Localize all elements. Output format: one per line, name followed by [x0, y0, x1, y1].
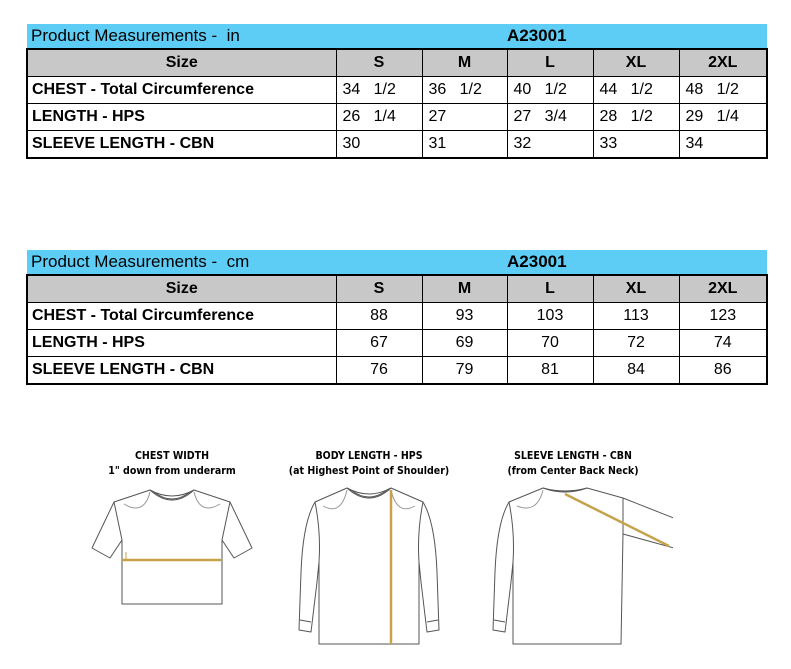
- table-header-row: [27, 49, 767, 77]
- diagram-title: BODY LENGTH - HPS: [315, 449, 423, 462]
- cell-value: 113: [593, 303, 679, 330]
- table-title-row: [27, 250, 767, 275]
- cell-value: 33: [593, 131, 679, 159]
- cm-measurements-table: [26, 250, 768, 385]
- cell-value: 34: [679, 131, 767, 159]
- cell-value: 30: [336, 131, 422, 159]
- cell-value: 48 1/2: [679, 77, 767, 104]
- cell-value: 72: [593, 330, 679, 357]
- row-label: SLEEVE LENGTH - CBN: [27, 131, 336, 159]
- cell-value: 81: [507, 357, 593, 385]
- cell-value: 79: [422, 357, 507, 385]
- cell-value: 34 1/2: [336, 77, 422, 104]
- table-row: [27, 303, 767, 330]
- table-header-row: [27, 275, 767, 303]
- cell-value: 27: [422, 104, 507, 131]
- cell-value: 32: [507, 131, 593, 159]
- header-l: L: [507, 49, 593, 77]
- cell-value: 36 1/2: [422, 77, 507, 104]
- diagram-title: SLEEVE LENGTH - CBN: [514, 449, 632, 462]
- longsleeve-body-length-icon: [281, 482, 457, 648]
- table-row: [27, 131, 767, 159]
- cell-value: 74: [679, 330, 767, 357]
- table-title: Product Measurements - in: [27, 24, 507, 49]
- header-2xl: 2XL: [679, 49, 767, 77]
- table-row: [27, 104, 767, 131]
- inch-measurements-table: [26, 24, 768, 159]
- diagram-subtitle: (from Center Back Neck): [507, 464, 639, 477]
- tshirt-chest-width-icon: [84, 482, 260, 608]
- header-size: Size: [27, 275, 336, 303]
- diagram-title: CHEST WIDTH: [134, 449, 210, 462]
- row-label: CHEST - Total Circumference: [27, 303, 336, 330]
- header-l: L: [507, 275, 593, 303]
- header-size: Size: [27, 49, 336, 77]
- cell-value: 76: [336, 357, 422, 385]
- table-title-row: [27, 24, 767, 49]
- style-code: A23001: [507, 24, 767, 49]
- header-xl: XL: [593, 49, 679, 77]
- diagram-subtitle: (at Highest Point of Shoulder): [288, 464, 450, 477]
- cell-value: 123: [679, 303, 767, 330]
- cell-value: 67: [336, 330, 422, 357]
- longsleeve-sleeve-length-icon: [473, 482, 673, 648]
- header-xl: XL: [593, 275, 679, 303]
- cell-value: 103: [507, 303, 593, 330]
- cell-value: 26 1/4: [336, 104, 422, 131]
- diagram-subtitle: 1" down from underarm: [108, 464, 236, 477]
- cell-value: 28 1/2: [593, 104, 679, 131]
- row-label: LENGTH - HPS: [27, 104, 336, 131]
- style-code: A23001: [507, 250, 767, 275]
- body-length-diagram: [269, 448, 469, 648]
- cell-value: 69: [422, 330, 507, 357]
- header-m: M: [422, 275, 507, 303]
- table-row: [27, 330, 767, 357]
- cell-value: 27 3/4: [507, 104, 593, 131]
- table-title: Product Measurements - cm: [27, 250, 507, 275]
- cell-value: 31: [422, 131, 507, 159]
- sleeve-length-diagram: [473, 448, 673, 648]
- header-2xl: 2XL: [679, 275, 767, 303]
- cell-value: 93: [422, 303, 507, 330]
- header-m: M: [422, 49, 507, 77]
- cell-value: 84: [593, 357, 679, 385]
- cell-value: 70: [507, 330, 593, 357]
- cell-value: 44 1/2: [593, 77, 679, 104]
- row-label: CHEST - Total Circumference: [27, 77, 336, 104]
- header-s: S: [336, 49, 422, 77]
- row-label: LENGTH - HPS: [27, 330, 336, 357]
- table-row: [27, 77, 767, 104]
- cell-value: 88: [336, 303, 422, 330]
- cell-value: 86: [679, 357, 767, 385]
- cell-value: 40 1/2: [507, 77, 593, 104]
- row-label: SLEEVE LENGTH - CBN: [27, 357, 336, 385]
- header-s: S: [336, 275, 422, 303]
- chest-width-diagram: [72, 448, 272, 608]
- table-row: [27, 357, 767, 385]
- cell-value: 29 1/4: [679, 104, 767, 131]
